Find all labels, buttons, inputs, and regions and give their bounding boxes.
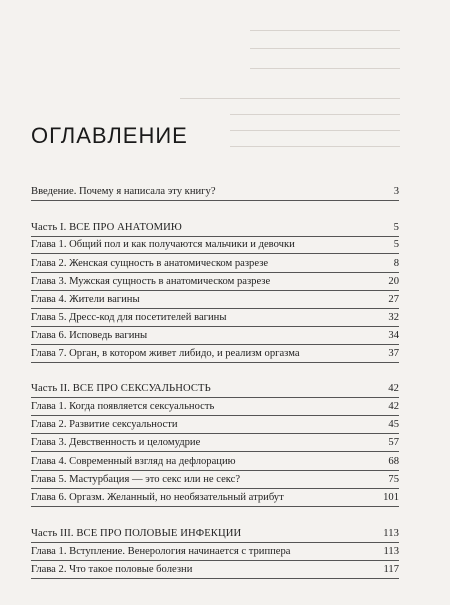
divider [31, 542, 399, 543]
toc-chapter-page: 117 [383, 564, 399, 575]
toc-chapter-page: 42 [388, 401, 399, 412]
divider [31, 236, 399, 237]
bleed-through-line [250, 30, 400, 31]
toc-chapter-label: Глава 5. Мастурбация — это секс или не секс? [31, 474, 241, 485]
toc-chapter-label: Глава 1. Вступление. Венерология начинается с триппера [31, 546, 291, 557]
toc-part-label: Часть III. ВСЕ ПРО ПОЛОВЫЕ ИНФЕКЦИИ [31, 528, 242, 539]
divider [31, 290, 399, 291]
divider [31, 451, 399, 452]
toc-chapter-page: 5 [393, 239, 399, 250]
toc-chapter-label: Глава 5. Дресс-код для посетителей вагины [31, 312, 227, 323]
toc-chapter-page: 75 [388, 474, 399, 485]
divider [31, 488, 399, 489]
toc-part-page: 5 [393, 222, 399, 233]
toc-chapter-page: 113 [383, 546, 399, 557]
divider [31, 362, 399, 363]
toc-part-page: 42 [388, 383, 399, 394]
divider [31, 433, 399, 434]
toc-chapter-page: 68 [388, 456, 399, 467]
toc-chapter-page: 20 [388, 276, 399, 287]
bleed-through-line [250, 68, 400, 69]
toc-chapter-page: 32 [388, 312, 399, 323]
toc-chapter-label: Глава 3. Мужская сущность в анатомическом разрезе [31, 276, 271, 287]
page-title: ОГЛАВЛЕНИЕ [31, 123, 188, 148]
divider [31, 560, 399, 561]
toc-chapter-label: Глава 7. Орган, в котором живет либидо, и реализм оргазма [31, 348, 300, 359]
toc-chapter-label: Глава 6. Исповедь вагины [31, 330, 148, 341]
toc-part-page: 113 [383, 528, 399, 539]
toc-chapter-label: Глава 1. Когда появляется сексуальность [31, 401, 215, 412]
divider [31, 344, 399, 345]
bleed-through-line [230, 130, 400, 131]
toc-chapter-label: Глава 4. Современный взгляд на дефлорацию [31, 456, 236, 467]
toc-chapter-page: 37 [388, 348, 399, 359]
divider [31, 308, 399, 309]
divider [31, 470, 399, 471]
toc-chapter-page: 8 [393, 258, 399, 269]
toc-chapter-page: 57 [388, 437, 399, 448]
divider [31, 415, 399, 416]
toc-chapter-page: 34 [388, 330, 399, 341]
toc-chapter-label: Глава 3. Девственность и целомудрие [31, 437, 201, 448]
toc-chapter-page: 45 [388, 419, 399, 430]
toc-chapter-label: Глава 2. Женская сущность в анатомическом разрезе [31, 258, 269, 269]
divider [31, 272, 399, 273]
toc-part-label: Часть II. ВСЕ ПРО СЕКСУАЛЬНОСТЬ [31, 383, 211, 394]
divider [31, 578, 399, 579]
toc-chapter-label: Глава 2. Что такое половые болезни [31, 564, 193, 575]
toc-chapter-label: Глава 6. Оргазм. Желанный, но необязательный атрибут [31, 492, 284, 503]
bleed-through-line [250, 48, 400, 49]
toc-part-label: Часть I. ВСЕ ПРО АНАТОМИЮ [31, 222, 182, 233]
toc-chapter-page: 27 [388, 294, 399, 305]
divider [31, 397, 399, 398]
divider [31, 506, 399, 507]
toc-intro-page: 3 [393, 186, 399, 197]
toc-chapter-page: 101 [383, 492, 399, 503]
toc-chapter-label: Глава 4. Жители вагины [31, 294, 140, 305]
divider [31, 200, 399, 201]
bleed-through-line [230, 114, 400, 115]
bleed-through-line [180, 98, 400, 99]
divider [31, 253, 399, 254]
toc-intro-label: Введение. Почему я написала эту книгу? [31, 186, 216, 197]
toc-chapter-label: Глава 1. Общий пол и как получаются мальчики и девочки [31, 239, 295, 250]
toc-chapter-label: Глава 2. Развитие сексуальности [31, 419, 178, 430]
divider [31, 326, 399, 327]
bleed-through-line [230, 146, 400, 147]
